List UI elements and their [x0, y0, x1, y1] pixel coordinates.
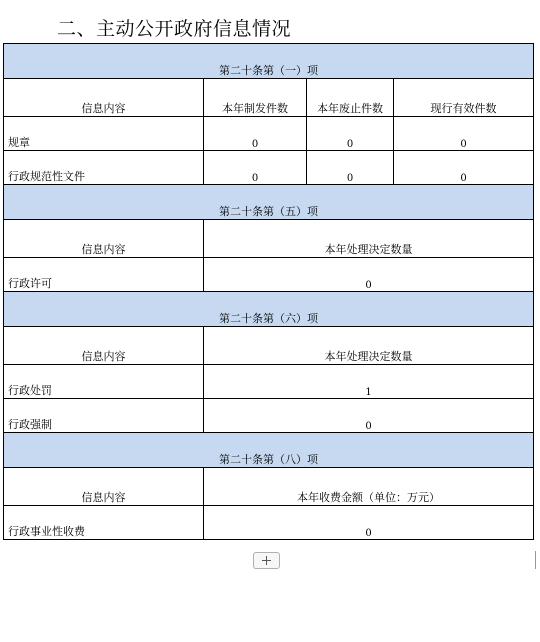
row-label: 行政强制: [4, 399, 204, 433]
cell-value: 0: [307, 117, 394, 151]
table-row: [4, 258, 534, 292]
header-row: [4, 79, 534, 117]
cell-value: 1: [204, 365, 534, 399]
table-row: [4, 151, 534, 185]
header-row: [4, 468, 534, 506]
cell-value: 0: [204, 399, 534, 433]
section-heading: 第二十条第（八）项: [4, 433, 534, 468]
row-label: 行政处罚: [4, 365, 204, 399]
cell-value: 0: [394, 117, 534, 151]
table-row: [4, 117, 534, 151]
cell-value: 0: [307, 151, 394, 185]
cell-value: 0: [204, 117, 307, 151]
scrollbar-edge: [535, 551, 540, 569]
row-label: 规章: [4, 117, 204, 151]
table-row: [4, 399, 534, 433]
section-heading: 第二十条第（一）项: [4, 44, 534, 79]
column-header: 本年废止件数: [307, 79, 394, 117]
column-header: 现行有效件数: [394, 79, 534, 117]
column-header: 本年处理决定数量: [204, 327, 534, 365]
section-row: [4, 292, 534, 327]
header-row: [4, 327, 534, 365]
table-row: [4, 365, 534, 399]
column-header: 信息内容: [4, 327, 204, 365]
section-heading: 第二十条第（五）项: [4, 185, 534, 220]
section-heading: 第二十条第（六）项: [4, 292, 534, 327]
plus-icon: [262, 556, 271, 565]
column-header: 信息内容: [4, 79, 204, 117]
disclosure-table: [3, 43, 534, 540]
header-row: [4, 220, 534, 258]
cell-value: 0: [204, 258, 534, 292]
column-header: 信息内容: [4, 220, 204, 258]
column-header: 信息内容: [4, 468, 204, 506]
column-header: 本年制发件数: [204, 79, 307, 117]
cell-value: 0: [204, 506, 534, 540]
column-header: 本年处理决定数量: [204, 220, 534, 258]
section-row: [4, 185, 534, 220]
row-label: 行政规范性文件: [4, 151, 204, 185]
add-row-button[interactable]: [253, 552, 280, 569]
section-row: [4, 433, 534, 468]
row-label: 行政许可: [4, 258, 204, 292]
cell-value: 0: [394, 151, 534, 185]
column-header: 本年收费金额（单位：万元）: [204, 468, 534, 506]
section-row: [4, 44, 534, 79]
cell-value: 0: [204, 151, 307, 185]
table-row: [4, 506, 534, 540]
page-title: 二、主动公开政府信息情况: [57, 18, 292, 40]
row-label: 行政事业性收费: [4, 506, 204, 540]
